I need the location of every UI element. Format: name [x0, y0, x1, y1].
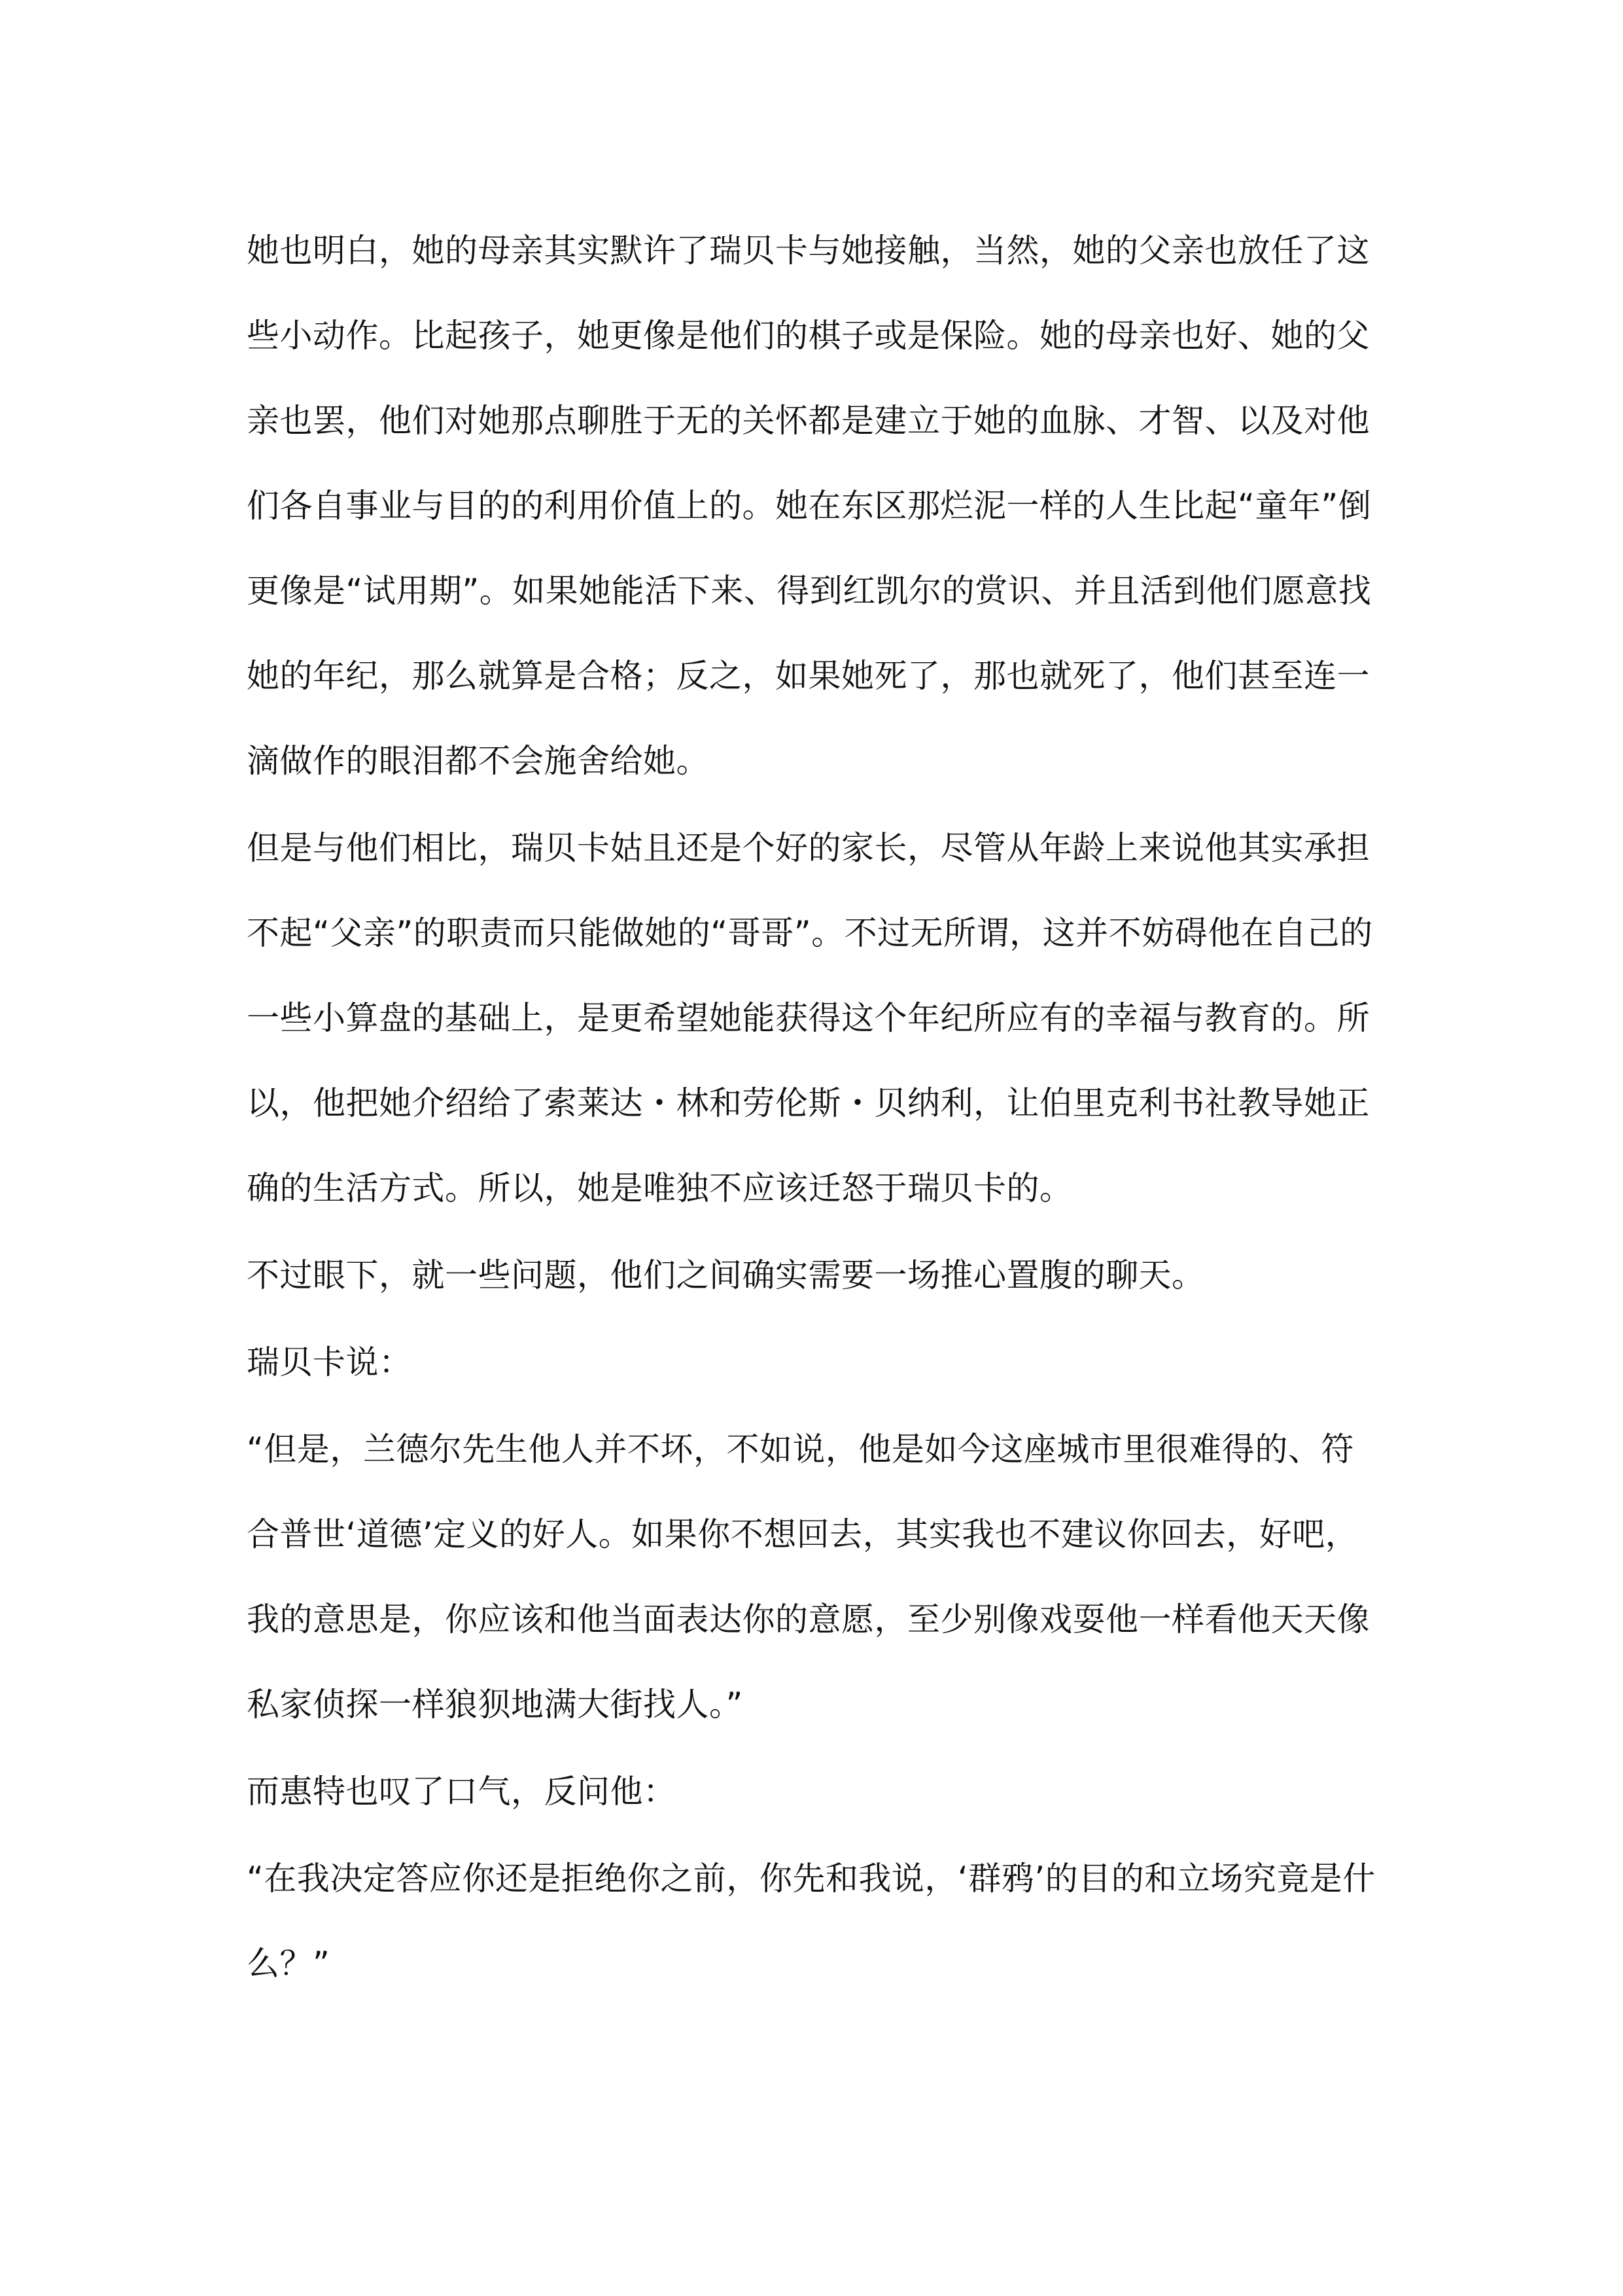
paragraph-7: “在我决定答应你还是拒绝你之前，你先和我说，‘群鸦’的目的和立场究竟是什么？” [247, 1860, 1376, 1983]
paragraph-1: 她也明白，她的母亲其实默许了瑞贝卡与她接触，当然，她的父亲也放任了这些小动作。比起孩子，她更像是他们的棋子或是保险。她的母亲也好、她的父亲也罢，他们对她那点聊胜于无的关怀都是建立于她的血脉、才智、以及对他们各自事业与目的的利用价值上的。她在东区那烂泥一样的人生比起“童年”倒更像是“试用期”。如果她能活下来、得到红凯尔的赏识、并且活到他们愿意找她的年纪，那么就算是合格；反之，如果她死了，那也就死了，他们甚至连一滴做作的眼泪都不会施舍给她。 [247, 232, 1372, 780]
paragraph-2: 但是与他们相比，瑞贝卡姑且还是个好的家长，尽管从年龄上来说他其实承担不起“父亲”的职责而只能做她的“哥哥”。不过无所谓，这并不妨碍他在自己的一些小算盘的基础上，是更希望她能获得这个年纪所应有的幸福与教育的。所以，他把她介绍给了索莱达・林和劳伦斯・贝纳利，让伯里克利书社教导她正确的生活方式。所以，她是唯独不应该迁怒于瑞贝卡的。 [247, 829, 1373, 1207]
paragraph-6: 而惠特也叹了口气，反问他： [247, 1773, 676, 1810]
paragraph-4: 瑞贝卡说： [247, 1343, 412, 1381]
document-body [247, 208, 1376, 2008]
paragraph-3: 不过眼下，就一些问题，他们之间确实需要一场推心置腹的聊天。 [247, 1256, 1205, 1294]
paragraph-5: “但是，兰德尔先生他人并不坏，不如说，他是如今这座城市里很难得的、符合普世‘道德’定义的好人。如果你不想回去，其实我也不建议你回去，好吧，我的意思是，你应该和他当面表达你的意愿，至少别像戏耍他一样看他天天像私家侦探一样狼狈地满大街找人。” [247, 1430, 1370, 1723]
